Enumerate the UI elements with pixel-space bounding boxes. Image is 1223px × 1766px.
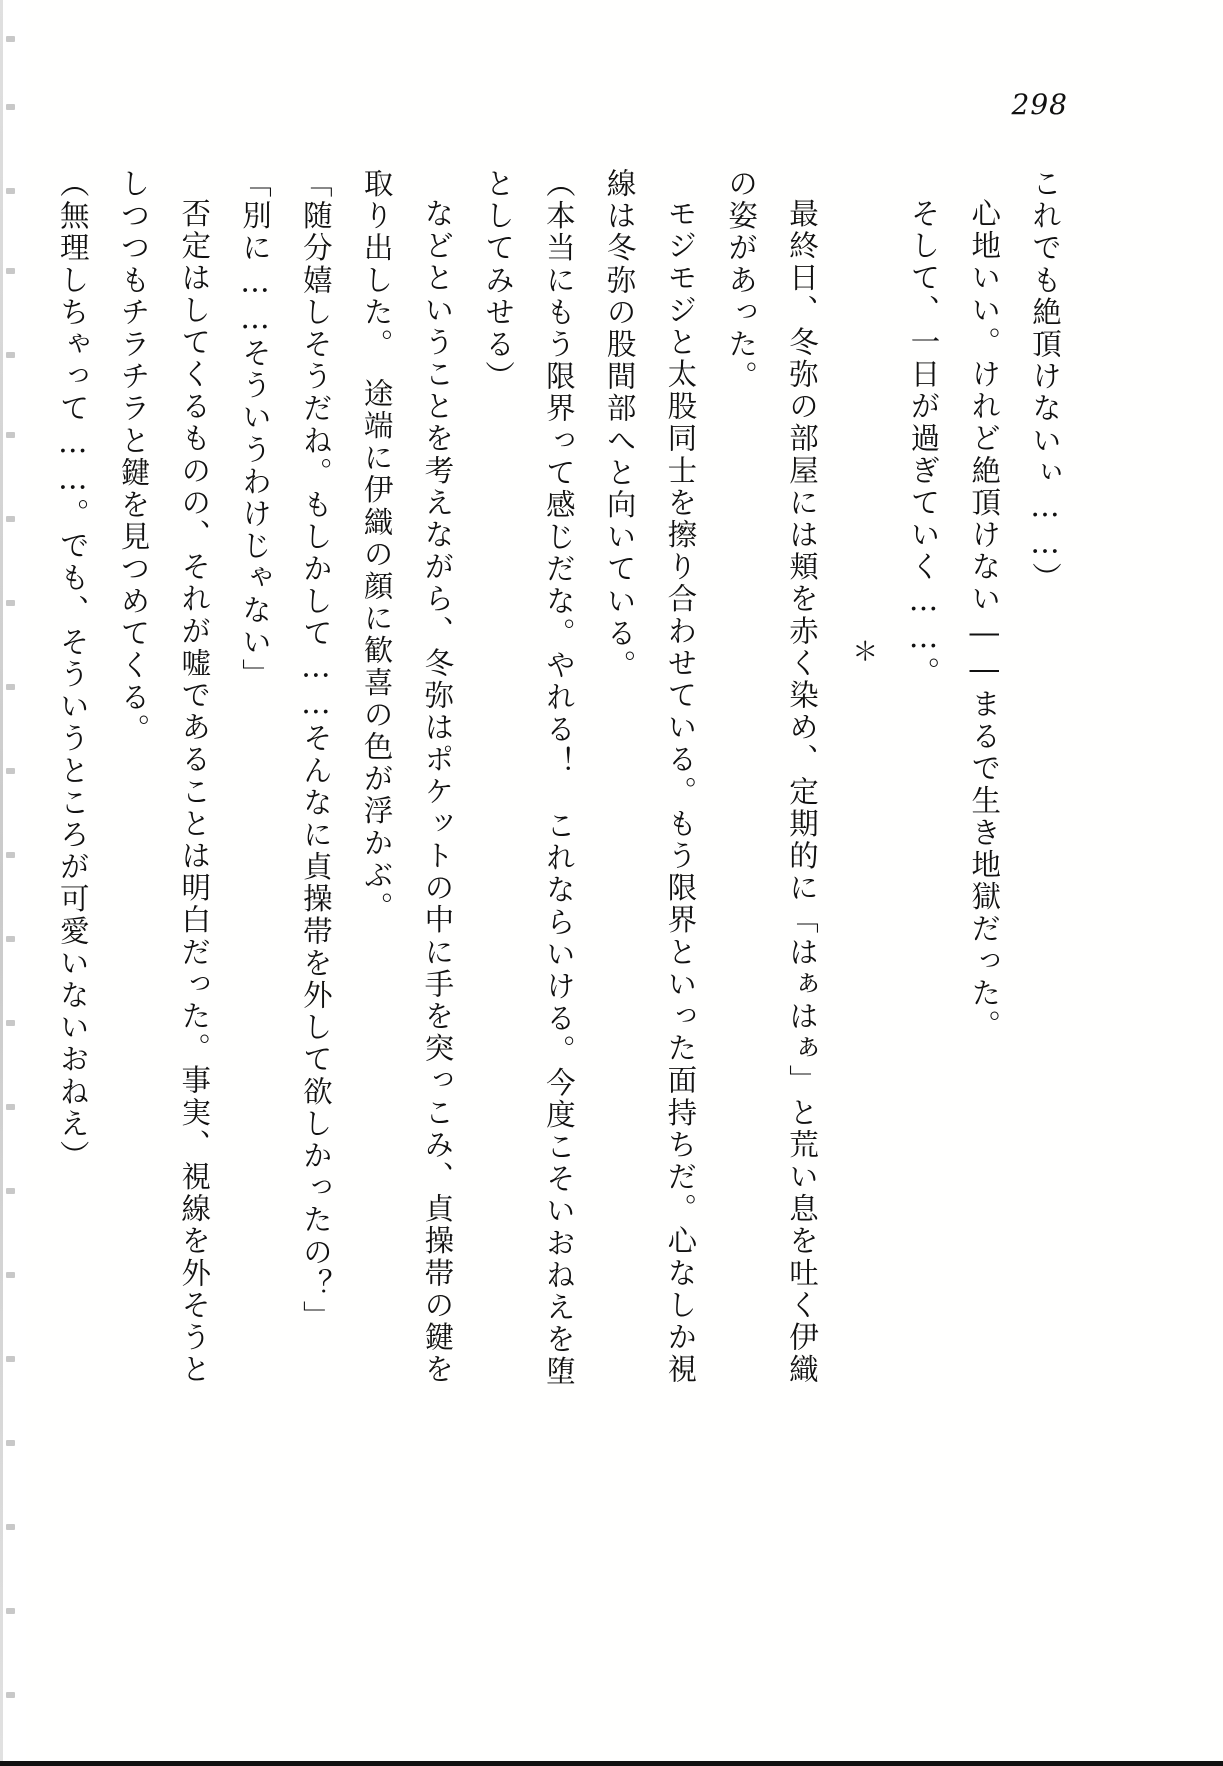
paragraph: （本当にもう限界って感じだな。やれる！ これならいける。今度こそいおねえを堕としてみせる） — [481, 168, 576, 1388]
scan-artifact — [6, 1104, 15, 1110]
scan-artifact — [6, 1524, 15, 1530]
separator-symbol: ＊ — [847, 638, 878, 664]
scan-artifact — [6, 516, 15, 522]
scan-artifact — [6, 432, 15, 438]
paragraph: 心地いい。けれど絶頂けない――まるで生き地獄だった。 — [967, 198, 1002, 1042]
scan-artifact — [6, 1020, 15, 1026]
paragraph: （無理しちゃって……。でも、そういうところが可愛いないおねえ） — [55, 168, 90, 1173]
page-bottom-rule — [0, 1761, 1223, 1766]
scan-artifact — [6, 1608, 15, 1614]
scan-artifact — [6, 936, 15, 942]
scan-artifact — [6, 268, 15, 274]
scan-artifact — [6, 188, 15, 194]
paragraph: そして、一日が過ぎていく……。 — [906, 198, 941, 689]
scan-artifact — [6, 1188, 15, 1194]
paragraph: 最終日、冬弥の部屋には頬を赤く染め、定期的に「はぁはぁ」と荒い息を吐く伊織の姿があった。 — [724, 168, 819, 1386]
scan-artifact — [6, 768, 15, 774]
scan-artifact — [6, 352, 15, 358]
scan-artifact — [6, 104, 15, 110]
paragraph: 「随分嬉しそうだね。もしかして……そんなに貞操帯を外して欲しかったの？」 — [298, 168, 333, 1333]
paragraph: 否定はしてくるものの、それが嘘であることは明白だった。事実、視線を外そうとしつつもチラチラと鍵を見つめてくる。 — [116, 168, 212, 1386]
scan-artifact — [6, 1356, 15, 1362]
page-number: 298 — [1011, 88, 1068, 121]
scan-artifact — [6, 1692, 15, 1698]
scan-artifact — [6, 1440, 15, 1446]
body-text — [55, 168, 1075, 1403]
scan-artifact — [6, 36, 15, 42]
scan-edge-line — [0, 0, 3, 1766]
paragraph: これでも絶頂けないぃ……） — [1028, 168, 1062, 595]
scan-artifact — [6, 852, 15, 858]
scan-artifact — [6, 684, 15, 690]
section-separator — [832, 168, 893, 1403]
paragraph: 「別に……そういうわけじゃない」 — [238, 168, 273, 691]
scan-artifact — [6, 1272, 15, 1278]
scan-edge-strip — [0, 0, 26, 1766]
scan-artifact — [6, 600, 15, 606]
paragraph: モジモジと太股同士を擦り合わせている。もう限界といった面持ちだ。心なしか視線は冬弥の股間部へと向いている。 — [602, 168, 698, 1386]
paragraph: などということを考えながら、冬弥はポケットの中に手を突っこみ、貞操帯の鍵を取り出した。 途端に伊織の顔に歓喜の色が浮かぶ。 — [359, 168, 455, 1386]
